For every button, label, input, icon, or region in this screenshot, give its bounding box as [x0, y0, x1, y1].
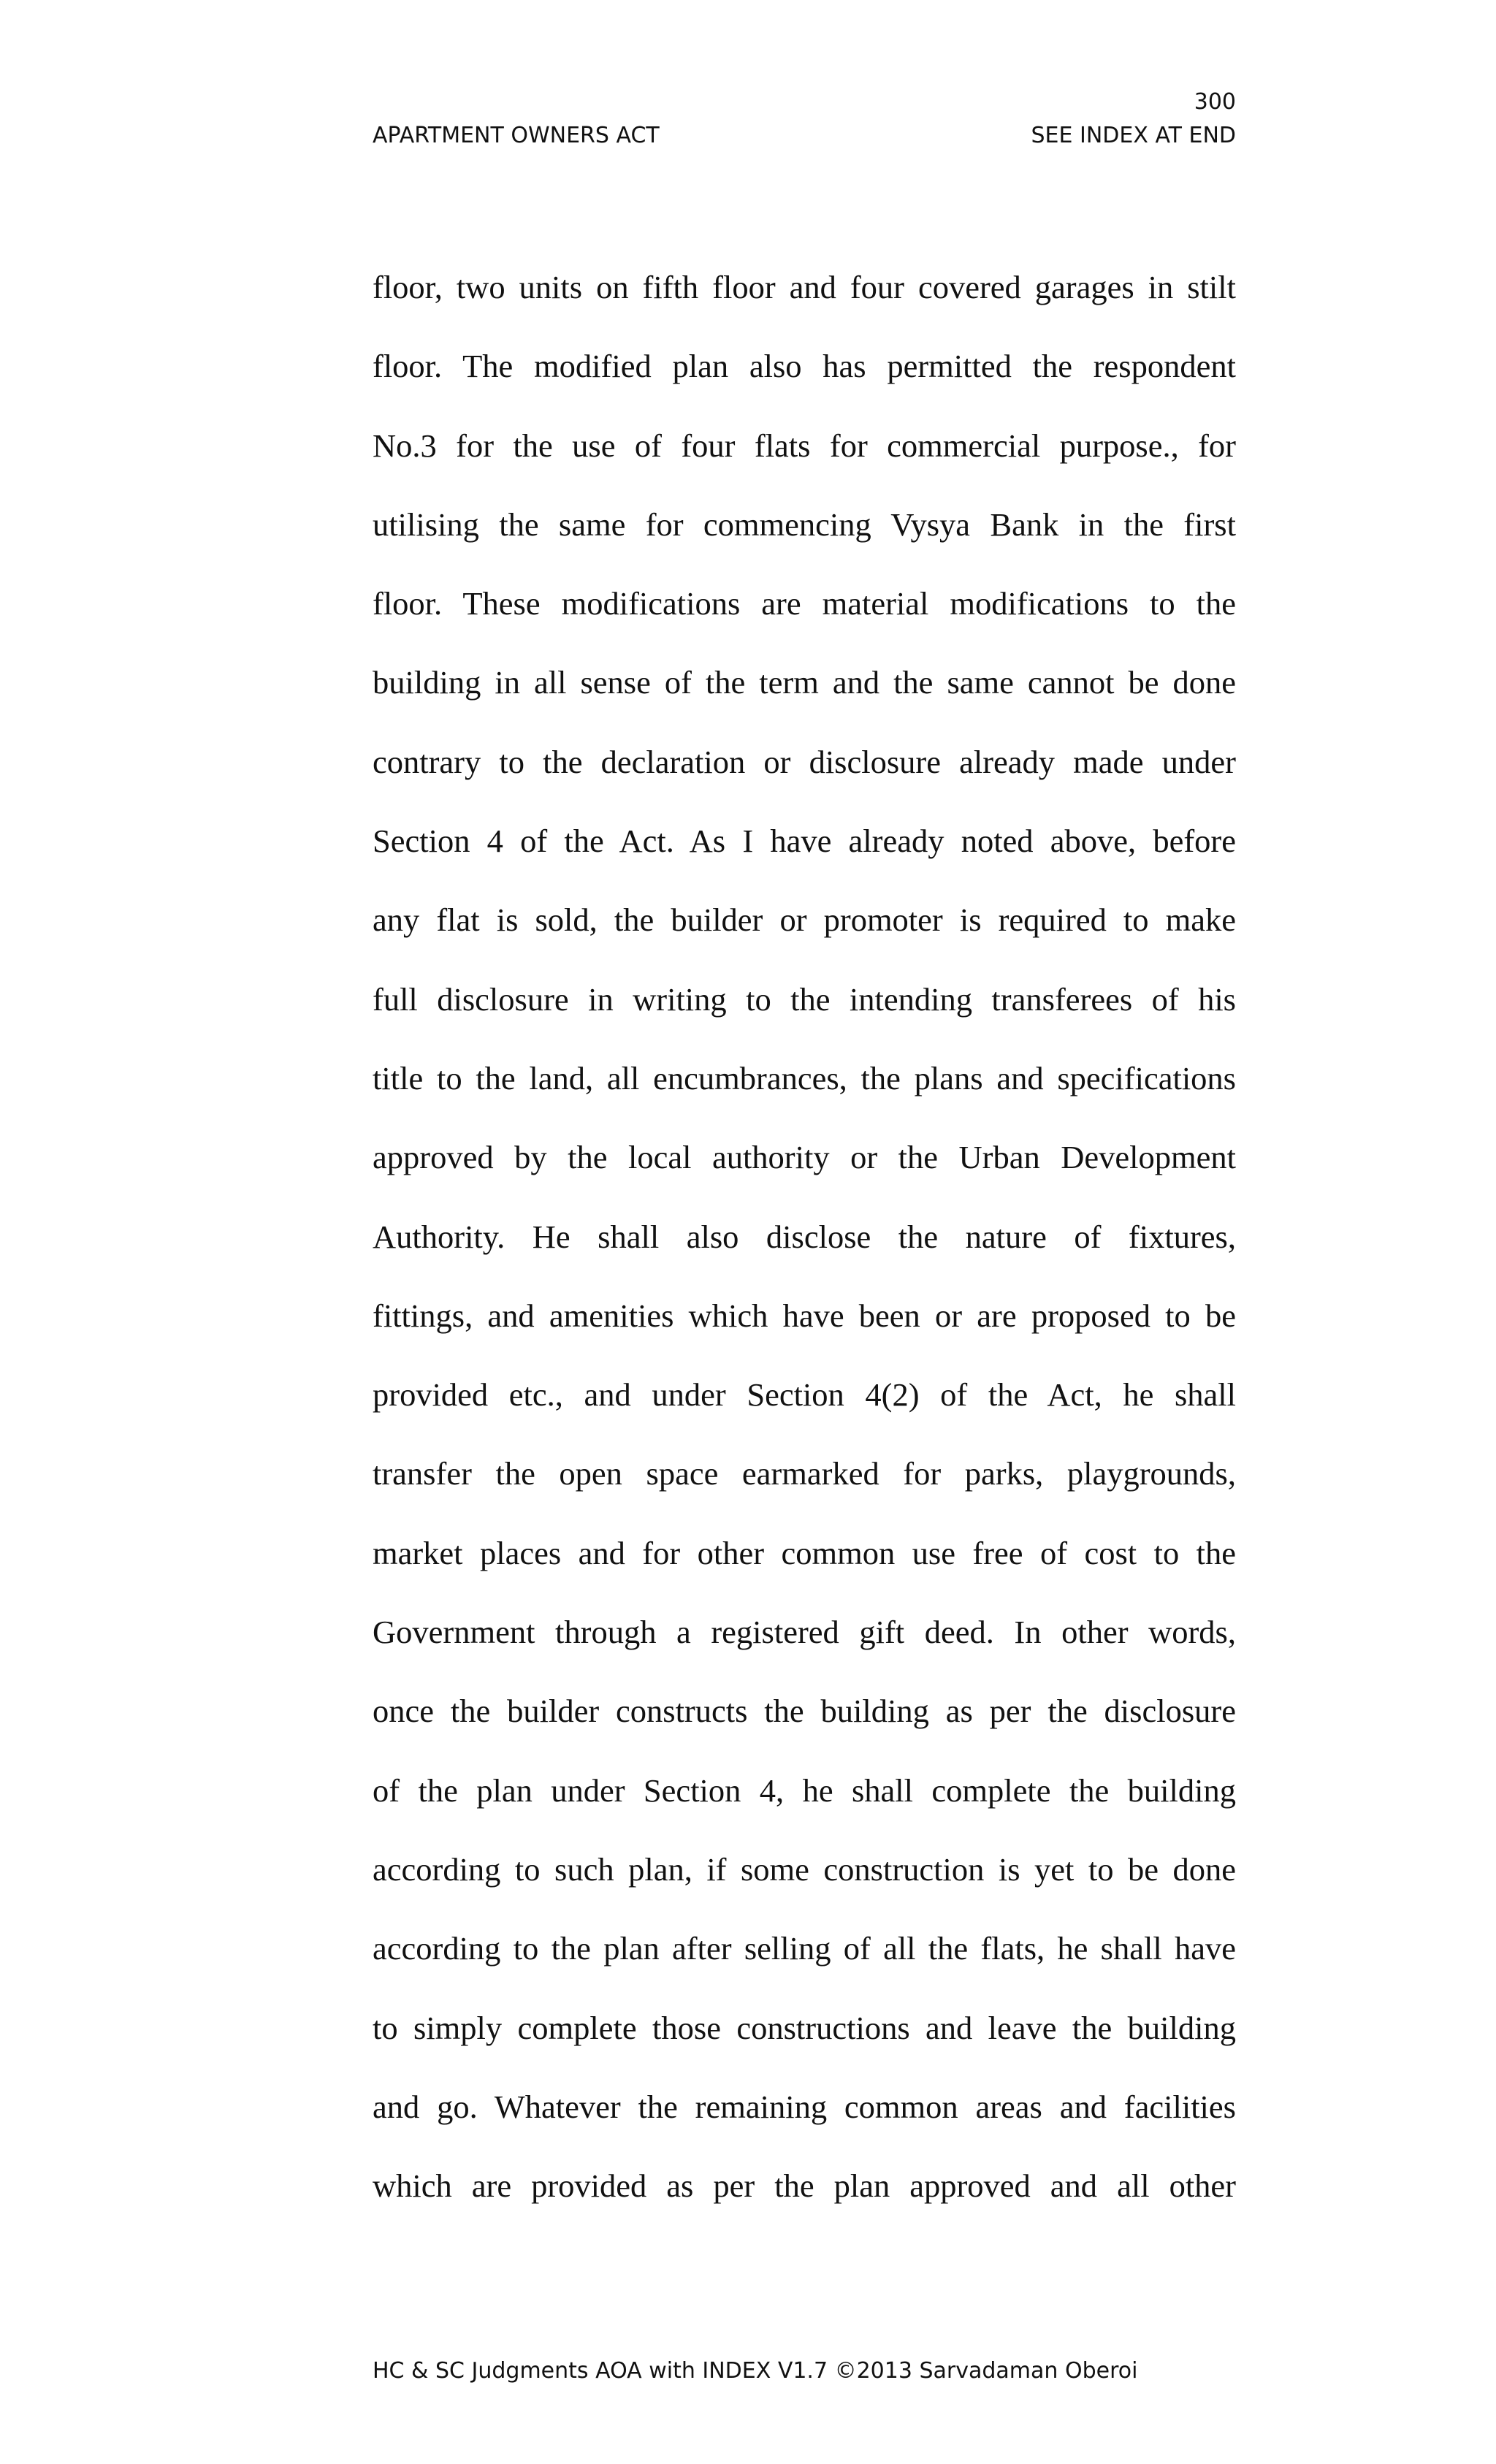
body-line: approved by the local authority or the Urban Development: [373, 1139, 1236, 1176]
body-text: [373, 262, 1236, 2239]
body-line: Authority. He shall also disclose the nature of fixtures,: [373, 1218, 1236, 1255]
running-header-title: APARTMENT OWNERS ACT: [373, 123, 660, 148]
body-line: full disclosure in writing to the intending transferees of his: [373, 980, 1236, 1018]
body-line: provided etc., and under Section 4(2) of the Act, he shall: [373, 1376, 1236, 1414]
body-line: Government through a registered gift deed. In other words,: [373, 1614, 1236, 1651]
body-line: any flat is sold, the builder or promoter is required to make: [373, 901, 1236, 939]
body-line: of the plan under Section 4, he shall complete the building: [373, 1771, 1236, 1809]
page-number: 300: [1194, 89, 1236, 115]
body-line: No.3 for the use of four flats for commercial purpose., for: [373, 427, 1236, 464]
body-line: which are provided as per the plan approved and all other: [373, 2167, 1236, 2205]
body-line: title to the land, all encumbrances, the plans and specifications: [373, 1059, 1236, 1096]
body-line: floor. The modified plan also has permitted the respondent: [373, 348, 1236, 385]
page-footer: HC & SC Judgments AOA with INDEX V1.7 ©2013 Sarvadaman Oberoi: [373, 2358, 1138, 2384]
body-line: floor. These modifications are material modifications to the: [373, 585, 1236, 622]
body-line: building in all sense of the term and the same cannot be done: [373, 664, 1236, 701]
body-line: Section 4 of the Act. As I have already noted above, before: [373, 823, 1236, 860]
body-line: floor, two units on fifth floor and four covered garages in stilt: [373, 269, 1236, 305]
body-line: according to the plan after selling of all the flats, he shall have: [373, 1930, 1236, 1967]
body-line: utilising the same for commencing Vysya Bank in the first: [373, 506, 1236, 543]
body-line: transfer the open space earmarked for parks, playgrounds,: [373, 1455, 1236, 1492]
running-header-index-note: SEE INDEX AT END: [1031, 123, 1236, 148]
body-line: to simply complete those constructions and leave the building: [373, 2009, 1236, 2046]
body-line: fittings, and amenities which have been or are proposed to be: [373, 1297, 1236, 1334]
body-line: once the builder constructs the building as per the disclosure: [373, 1693, 1236, 1730]
body-line: contrary to the declaration or disclosure already made under: [373, 743, 1236, 780]
body-line: according to such plan, if some construction is yet to be done: [373, 1850, 1236, 1888]
body-line: market places and for other common use free of cost to the: [373, 1534, 1236, 1571]
body-line: and go. Whatever the remaining common areas and facilities: [373, 2088, 1236, 2125]
